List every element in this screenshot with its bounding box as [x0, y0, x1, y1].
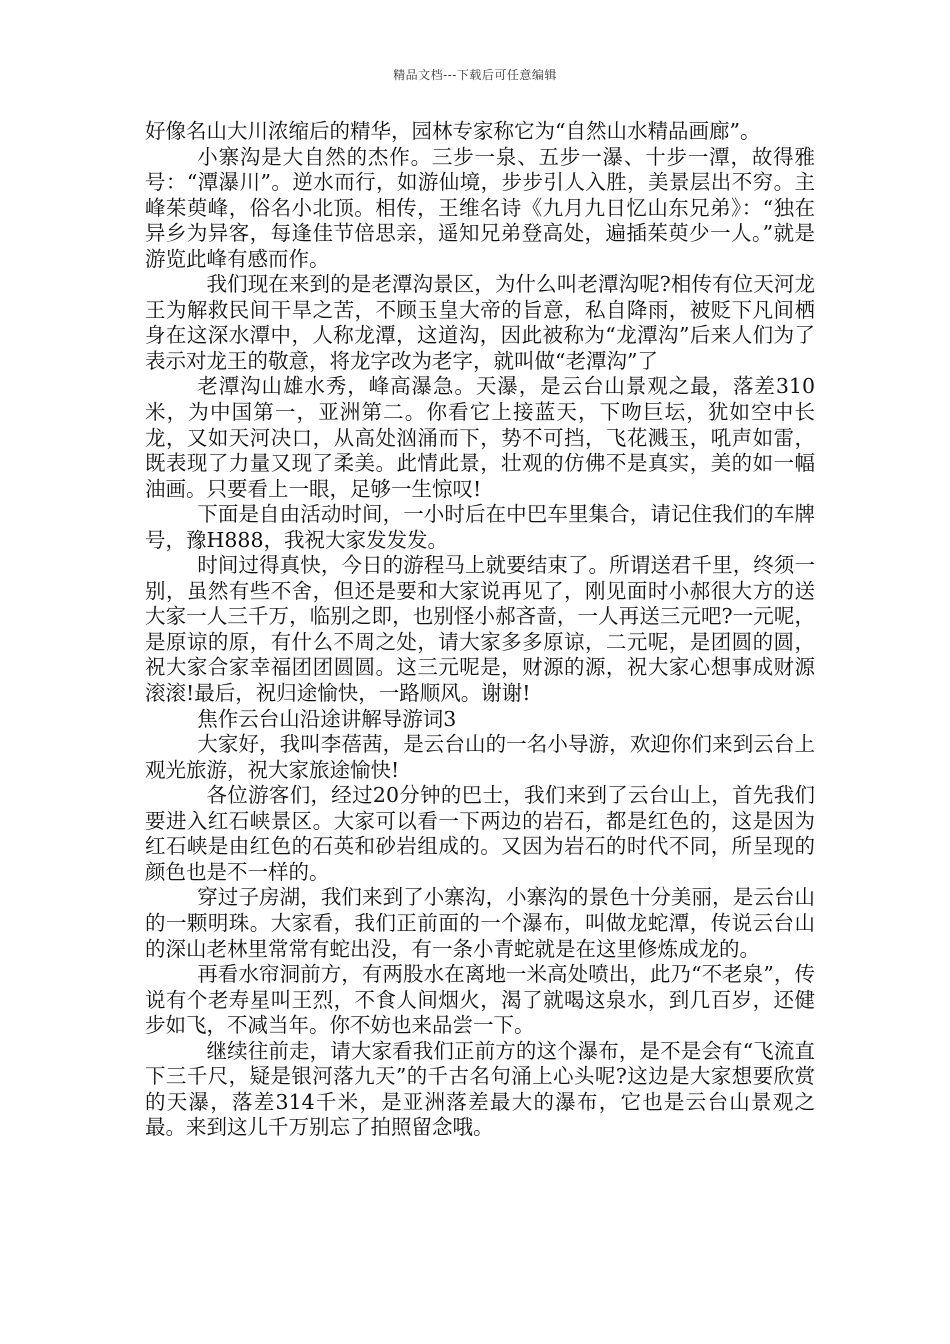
paragraph-hongshixia: 各位游客们，经过20分钟的巴士，我们来到了云台山上，首先我们要进入红石峡景区。大家可以看一下两边的岩石，都是红色的，这是因为红石峡是由红色的石英和砂岩组成的。又因为岩石的时代不同，所呈现的颜色也是不一样的。: [145, 783, 815, 884]
paragraph-farewell: 时间过得真快，今日的游程马上就要结束了。所谓送君千里，终须一别，虽然有些不舍，但还是要和大家说再见了，刚见面时小郝很大方的送大家一人三千万，临别之即，也别怪小郝吝啬，一人再送三元吧?一元呢，是原谅的原，有什么不周之处，请大家多多原谅，二元呢，是团圆的圆，祝大家合家幸福团团圆圆。这三元呢是，财源的源，祝大家心想事成财源滚滚!最后，祝归途愉快，一路顺风。谢谢!: [145, 553, 815, 706]
body-text: [145, 119, 815, 1141]
paragraph-greeting: 大家好，我叫李蓓茜，是云台山的一名小导游，欢迎你们来到云台上观光旅游，祝大家旅途愉快!: [145, 732, 815, 782]
paragraph-xiaozhaigou: 小寨沟是大自然的杰作。三步一泉、五步一瀑、十步一潭，故得雅号：“潭瀑川”。逆水而行，如游仙境，步步引人入胜，美景层出不穷。主峰茱萸峰，俗名小北顶。相传，王维名诗《九月九日忆山东兄弟》：“独在异乡为异客，每逢佳节倍思亲，遥知兄弟登高处，遍插茱萸少一人。”就是游览此峰有感而作。: [145, 144, 815, 271]
section-heading: 焦作云台山沿途讲解导游词3: [197, 706, 457, 731]
paragraph-continuation: 好像名山大川浓缩后的精华，园林专家称它为“自然山水精品画廊”。: [145, 119, 761, 143]
running-header: 精品文档---下载后可任意编辑: [393, 68, 557, 82]
paragraph-free-time: 下面是自由活动时间，一小时后在中巴车里集合，请记住我们的车牌号，豫H888，我祝大家发发发。: [145, 502, 815, 552]
paragraph-tianpu: 老潭沟山雄水秀，峰高瀑急。天瀑，是云台山景观之最，落差310米，为中国第一，亚洲第二。你看它上接蓝天，下吻巨坛，犹如空中长龙，又如天河决口，从高处汹涌而下，势不可挡，飞花溅玉，吼声如雷，既表现了力量又现了柔美。此情此景，壮观的仿佛不是真实，美的如一幅油画。只要看上一眼，足够一生惊叹!: [145, 374, 815, 501]
paragraph-bulaoquan: 再看水帘洞前方，有两股水在离地一米高处喷出，此乃“不老泉”，传说有个老寿星叫王烈，不食人间烟火，渴了就喝这泉水，到几百岁，还健步如飞，不减当年。你不妨也来品尝一下。: [145, 962, 815, 1038]
paragraph-tianpu-waterfall: 继续往前走，请大家看我们正前方的这个瀑布，是不是会有“飞流直下三千尺，疑是银河落九天”的千古名句涌上心头呢?这边是大家想要欣赏的天瀑，落差314千米，是亚洲落差最大的瀑布，它也是云台山景观之最。来到这儿千万别忘了拍照留念哦。: [145, 1038, 815, 1140]
paragraph-laotangou-origin: 我们现在来到的是老潭沟景区，为什么叫老潭沟呢?相传有位天河龙王为解救民间干旱之苦，不顾玉皇大帝的旨意，私自降雨，被贬下凡间栖身在这深水潭中，人称龙潭，这道沟，因此被称为“龙潭沟”后来人们为了表示对龙王的敬意，将龙字改为老字，就叫做“老潭沟”了: [145, 272, 815, 373]
paragraph-longshetan: 穿过子房湖，我们来到了小寨沟，小寨沟的景色十分美丽，是云台山的一颗明珠。大家看，我们正前面的一个瀑布，叫做龙蛇潭，传说云台山的深山老林里常常有蛇出没，有一条小青蛇就是在这里修炼成龙的。: [145, 885, 815, 961]
